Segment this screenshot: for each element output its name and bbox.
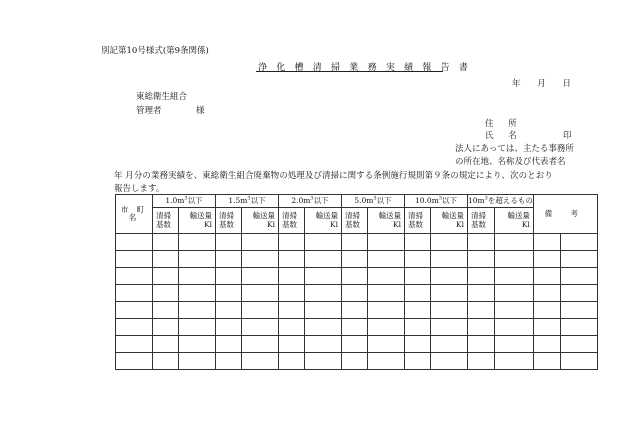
volume-subheader-line1: 輸送量 xyxy=(441,211,464,220)
capacity-sup: 3 xyxy=(373,195,377,202)
table-cell[interactable] xyxy=(242,319,279,336)
table-cell[interactable] xyxy=(533,251,560,268)
table-cell[interactable] xyxy=(431,268,468,285)
table-cell[interactable] xyxy=(468,336,495,353)
form-label: 別記第10号様式(第9条関係) xyxy=(101,46,209,56)
volume-subheader-line1: 輸送量 xyxy=(315,211,338,220)
table-cell[interactable] xyxy=(216,285,242,302)
table-cell[interactable] xyxy=(560,268,597,285)
capacity-num: 1.5m xyxy=(228,195,248,205)
volume-subheader xyxy=(305,208,342,234)
table-cell[interactable] xyxy=(216,251,242,268)
volume-subheader-line2: Kl xyxy=(455,219,464,229)
table-row xyxy=(116,285,598,302)
table-cell[interactable] xyxy=(431,251,468,268)
volume-subheader-line1: 輸送量 xyxy=(507,211,530,220)
table-cell[interactable] xyxy=(305,353,342,370)
table-cell[interactable] xyxy=(153,336,179,353)
table-cell[interactable] xyxy=(153,302,179,319)
count-subheader-line1: 清掃 xyxy=(471,211,486,220)
table-cell[interactable] xyxy=(468,285,495,302)
title-underline xyxy=(256,71,443,72)
capacity-header-6 xyxy=(468,195,534,208)
capacity-suffix: 以下 xyxy=(250,195,266,205)
table-cell[interactable] xyxy=(179,251,216,268)
volume-subheader xyxy=(431,208,468,234)
table-cell[interactable] xyxy=(153,268,179,285)
table-cell[interactable] xyxy=(116,302,153,319)
capacity-suffix: 以下 xyxy=(376,195,392,205)
table-cell[interactable] xyxy=(368,319,405,336)
table-cell[interactable] xyxy=(116,268,153,285)
capacity-header-3 xyxy=(279,195,342,208)
count-subheader xyxy=(153,208,179,234)
table-cell[interactable] xyxy=(179,285,216,302)
count-subheader xyxy=(279,208,305,234)
volume-subheader xyxy=(179,208,216,234)
table-cell[interactable] xyxy=(305,336,342,353)
table-cell[interactable] xyxy=(342,234,368,251)
table-cell[interactable] xyxy=(368,302,405,319)
table-cell[interactable] xyxy=(242,251,279,268)
count-subheader-line2: 基数 xyxy=(345,219,360,229)
count-subheader-line2: 基数 xyxy=(219,219,234,229)
table-cell[interactable] xyxy=(495,336,534,353)
table-cell[interactable] xyxy=(405,319,431,336)
count-subheader-line2: 基数 xyxy=(408,219,423,229)
table-cell[interactable] xyxy=(431,302,468,319)
table-cell[interactable] xyxy=(216,268,242,285)
table-cell[interactable] xyxy=(305,285,342,302)
table-cell[interactable] xyxy=(495,251,534,268)
count-subheader-line1: 清掃 xyxy=(156,211,171,220)
count-subheader xyxy=(405,208,431,234)
corporation-note-1: 法人にあっては、主たる事務所 xyxy=(455,144,574,154)
table-cell[interactable] xyxy=(431,319,468,336)
capacity-header-1 xyxy=(153,195,216,208)
table-cell[interactable] xyxy=(368,353,405,370)
table-cell[interactable] xyxy=(533,234,560,251)
table-cell[interactable] xyxy=(279,302,305,319)
table-cell[interactable] xyxy=(342,319,368,336)
capacity-header-4 xyxy=(342,195,405,208)
table-cell[interactable] xyxy=(533,302,560,319)
name-label: 氏 名 xyxy=(485,131,523,141)
count-subheader-line1: 清掃 xyxy=(282,211,297,220)
municipality-header: 市 町 名 xyxy=(116,195,153,234)
table-cell[interactable] xyxy=(279,285,305,302)
count-subheader xyxy=(342,208,368,234)
table-cell[interactable] xyxy=(116,319,153,336)
table-cell[interactable] xyxy=(560,319,597,336)
table-cell[interactable] xyxy=(116,285,153,302)
table-cell[interactable] xyxy=(153,251,179,268)
capacity-suffix: 以下 xyxy=(187,195,203,205)
table-cell[interactable] xyxy=(116,336,153,353)
volume-subheader-line2: Kl xyxy=(392,219,401,229)
capacity-suffix: 以下 xyxy=(313,195,329,205)
table-cell[interactable] xyxy=(179,302,216,319)
report-body-line-2: 報告します。 xyxy=(114,184,165,194)
table-cell[interactable] xyxy=(216,353,242,370)
capacity-sup: 3 xyxy=(184,195,188,202)
table-cell[interactable] xyxy=(405,251,431,268)
table-cell[interactable] xyxy=(179,319,216,336)
table-cell[interactable] xyxy=(279,353,305,370)
volume-subheader xyxy=(495,208,534,234)
table-cell[interactable] xyxy=(179,268,216,285)
table-cell[interactable] xyxy=(153,285,179,302)
table-cell[interactable] xyxy=(431,234,468,251)
table-cell[interactable] xyxy=(179,336,216,353)
table-cell[interactable] xyxy=(305,234,342,251)
table-cell[interactable] xyxy=(368,268,405,285)
table-cell[interactable] xyxy=(242,336,279,353)
table-cell[interactable] xyxy=(431,353,468,370)
addressee-org: 東総衛生組合 xyxy=(136,92,188,102)
table-cell[interactable] xyxy=(242,353,279,370)
table-row xyxy=(116,336,598,353)
volume-subheader-line1: 輸送量 xyxy=(378,211,401,220)
table-cell[interactable] xyxy=(242,285,279,302)
table-cell[interactable] xyxy=(279,268,305,285)
table-cell[interactable] xyxy=(468,353,495,370)
count-subheader-line1: 清掃 xyxy=(345,211,360,220)
table-cell[interactable] xyxy=(368,285,405,302)
count-subheader-line1: 清掃 xyxy=(408,211,423,220)
table-cell[interactable] xyxy=(495,285,534,302)
table-cell[interactable] xyxy=(405,336,431,353)
seal-label: 印 xyxy=(563,131,572,141)
table-cell[interactable] xyxy=(242,302,279,319)
table-cell[interactable] xyxy=(279,319,305,336)
table-cell[interactable] xyxy=(560,234,597,251)
count-subheader xyxy=(216,208,242,234)
table-cell[interactable] xyxy=(279,234,305,251)
volume-subheader xyxy=(368,208,405,234)
table-row xyxy=(116,302,598,319)
table-cell[interactable] xyxy=(279,336,305,353)
table-cell[interactable] xyxy=(495,234,534,251)
table-cell[interactable] xyxy=(305,319,342,336)
table-cell[interactable] xyxy=(468,302,495,319)
table-cell[interactable] xyxy=(468,251,495,268)
table-cell[interactable] xyxy=(216,336,242,353)
table-cell[interactable] xyxy=(368,234,405,251)
table-cell[interactable] xyxy=(305,251,342,268)
count-subheader-line2: 基数 xyxy=(471,219,486,229)
table-cell[interactable] xyxy=(533,268,560,285)
table-row xyxy=(116,234,598,251)
table-cell[interactable] xyxy=(431,336,468,353)
count-subheader xyxy=(468,208,495,234)
table-cell[interactable] xyxy=(431,285,468,302)
table-cell[interactable] xyxy=(468,268,495,285)
table-cell[interactable] xyxy=(405,234,431,251)
table-cell[interactable] xyxy=(468,234,495,251)
table-cell[interactable] xyxy=(405,268,431,285)
capacity-num: 10m xyxy=(468,195,485,205)
capacity-header-5 xyxy=(405,195,468,208)
address-label: 住 所 xyxy=(485,119,523,129)
table-cell[interactable] xyxy=(216,302,242,319)
table-cell[interactable] xyxy=(368,251,405,268)
table-cell[interactable] xyxy=(342,302,368,319)
report-table xyxy=(115,194,598,370)
table-cell[interactable] xyxy=(179,353,216,370)
capacity-sup: 3 xyxy=(438,195,442,202)
document-title: 浄 化 槽 清 掃 業 務 実 績 報 告 書 xyxy=(258,63,472,73)
remarks-header: 備 考 xyxy=(533,195,597,234)
table-cell[interactable] xyxy=(216,319,242,336)
table-cell[interactable] xyxy=(560,285,597,302)
table-cell[interactable] xyxy=(405,353,431,370)
table-row xyxy=(116,353,598,370)
table-cell[interactable] xyxy=(342,336,368,353)
table-cell[interactable] xyxy=(533,285,560,302)
capacity-num: 2.0m xyxy=(291,195,311,205)
table-cell[interactable] xyxy=(368,336,405,353)
volume-subheader-line2: Kl xyxy=(329,219,338,229)
table-row xyxy=(116,251,598,268)
table-cell[interactable] xyxy=(179,234,216,251)
corporation-note-2: の所在地、名称及び代表者名 xyxy=(455,157,566,167)
volume-subheader-line1: 輸送量 xyxy=(189,211,212,220)
table-cell[interactable] xyxy=(560,353,597,370)
volume-subheader-line2: Kl xyxy=(203,219,212,229)
table-cell[interactable] xyxy=(342,251,368,268)
date-line: 年 月 日 xyxy=(512,79,571,89)
table-cell[interactable] xyxy=(279,251,305,268)
table-cell[interactable] xyxy=(342,353,368,370)
table-cell[interactable] xyxy=(495,268,534,285)
count-subheader-line1: 清掃 xyxy=(219,211,234,220)
capacity-sup: 3 xyxy=(310,195,314,202)
table-cell[interactable] xyxy=(342,268,368,285)
volume-subheader-line1: 輸送量 xyxy=(252,211,275,220)
table-cell[interactable] xyxy=(242,234,279,251)
table-cell[interactable] xyxy=(533,336,560,353)
table-cell[interactable] xyxy=(560,336,597,353)
report-body-line-1: 年 月分の業務実績を、東総衛生組合廃棄物の処理及び清掃に関する条例施行規則第９条の規定により、次のとおり xyxy=(114,171,553,181)
table-cell[interactable] xyxy=(405,285,431,302)
count-subheader-line2: 基数 xyxy=(282,219,297,229)
table-cell[interactable] xyxy=(533,319,560,336)
volume-subheader-line2: Kl xyxy=(266,219,275,229)
table-cell[interactable] xyxy=(116,234,153,251)
capacity-sup: 3 xyxy=(484,195,488,202)
table-cell[interactable] xyxy=(560,251,597,268)
table-cell[interactable] xyxy=(153,319,179,336)
volume-subheader-line2: Kl xyxy=(521,219,530,229)
capacity-suffix: 以下 xyxy=(442,195,457,205)
table-row xyxy=(116,268,598,285)
table-cell[interactable] xyxy=(495,302,534,319)
table-cell[interactable] xyxy=(495,353,534,370)
table-cell[interactable] xyxy=(495,319,534,336)
table-cell[interactable] xyxy=(560,302,597,319)
table-cell[interactable] xyxy=(153,234,179,251)
table-row xyxy=(116,319,598,336)
table-cell[interactable] xyxy=(216,234,242,251)
addressee-honorific: 様 xyxy=(196,106,205,116)
table-cell[interactable] xyxy=(405,302,431,319)
table-cell[interactable] xyxy=(116,251,153,268)
capacity-num: 5.0m xyxy=(354,195,374,205)
table-cell[interactable] xyxy=(342,285,368,302)
count-subheader-line2: 基数 xyxy=(156,219,171,229)
table-cell[interactable] xyxy=(305,302,342,319)
capacity-header-2 xyxy=(216,195,279,208)
table-cell[interactable] xyxy=(116,353,153,370)
addressee-role: 管理者 xyxy=(136,106,162,116)
volume-subheader xyxy=(242,208,279,234)
table-cell[interactable] xyxy=(533,353,560,370)
table-cell[interactable] xyxy=(153,353,179,370)
capacity-num: 1.0m xyxy=(165,195,185,205)
capacity-sup: 3 xyxy=(247,195,251,202)
table-cell[interactable] xyxy=(468,319,495,336)
capacity-suffix: を超えるもの xyxy=(487,195,533,205)
table-cell[interactable] xyxy=(242,268,279,285)
table-cell[interactable] xyxy=(305,268,342,285)
capacity-num: 10.0m xyxy=(415,195,439,205)
